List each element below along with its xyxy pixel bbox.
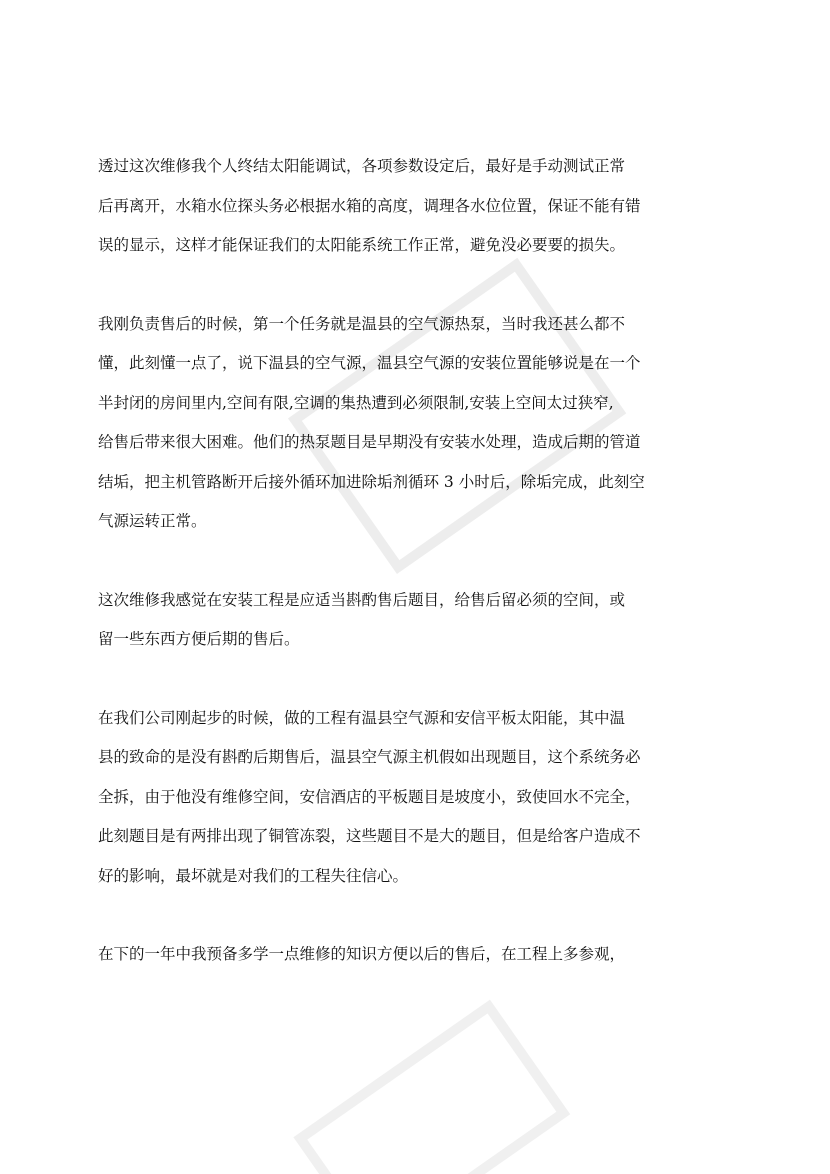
text-line: 懂，此刻懂一点了，说下温县的空气源，温县空气源的安装位置能够说是在一个 bbox=[98, 354, 641, 372]
text-line: 留一些东西方便后期的售后。 bbox=[98, 630, 300, 648]
text-line: 县的致命的是没有斟酌后期售后，温县空气源主机假如出现题目，这个系统务必 bbox=[98, 748, 641, 766]
text-line: 误的显示，这样才能保证我们的太阳能系统工作正常，避免没必要要的损失。 bbox=[98, 236, 626, 254]
text-line: 在下的一年中我预备多学一点维修的知识方便以后的售后，在工程上多参观， bbox=[98, 945, 626, 963]
watermark-logo-bottom bbox=[293, 988, 586, 1174]
paragraph-2 bbox=[98, 305, 718, 542]
text-line: 这次维修我感觉在安装工程是应适当斟酌售后题目，给售后留必须的空间，或 bbox=[98, 590, 626, 609]
text-line: 我刚负责售后的时候，第一个任务就是温县的空气源热泵，当时我还甚么都不 bbox=[98, 314, 626, 333]
watermark-frame-bottom bbox=[293, 1000, 570, 1174]
text-line: 好的影响，最坏就是对我们的工程失往信心。 bbox=[98, 866, 409, 885]
paragraph-1 bbox=[98, 147, 718, 266]
text-line: 透过这次维修我个人终结太阳能调试，各项参数设定后，最好是手动测试正常 bbox=[98, 157, 626, 175]
text-line: 全拆，由于他没有维修空间，安信酒店的平板题目是坡度小，致使回水不完全， bbox=[98, 787, 641, 806]
text-line: 气源运转正常。 bbox=[98, 512, 207, 530]
text-line: 在我们公司刚起步的时候，做的工程有温县空气源和安信平板太阳能，其中温 bbox=[98, 708, 626, 727]
text-line: 半封闭的房间里内,空间有限,空调的集热遭到必须限制,安装上空间太过狭窄, bbox=[98, 393, 614, 412]
document-body bbox=[98, 147, 718, 975]
text-line: 给售后带来很大困难。他们的热泵题目是早期没有安装水处理，造成后期的管道 bbox=[98, 433, 641, 451]
paragraph-3 bbox=[98, 581, 718, 660]
text-line: 后再离开，水箱水位探头务必根据水箱的高度，调理各水位位置，保证不能有错 bbox=[98, 196, 641, 215]
text-line: 结垢，把主机管路断开后接外循环加进除垢剂循环 3 小时后，除垢完成，此刻空 bbox=[98, 472, 645, 491]
text-line: 此刻题目是有两排出现了铜管冻裂，这些题目不是大的题目，但是给客户造成不 bbox=[98, 827, 641, 845]
paragraph-4 bbox=[98, 699, 718, 897]
paragraph-5 bbox=[98, 935, 718, 975]
